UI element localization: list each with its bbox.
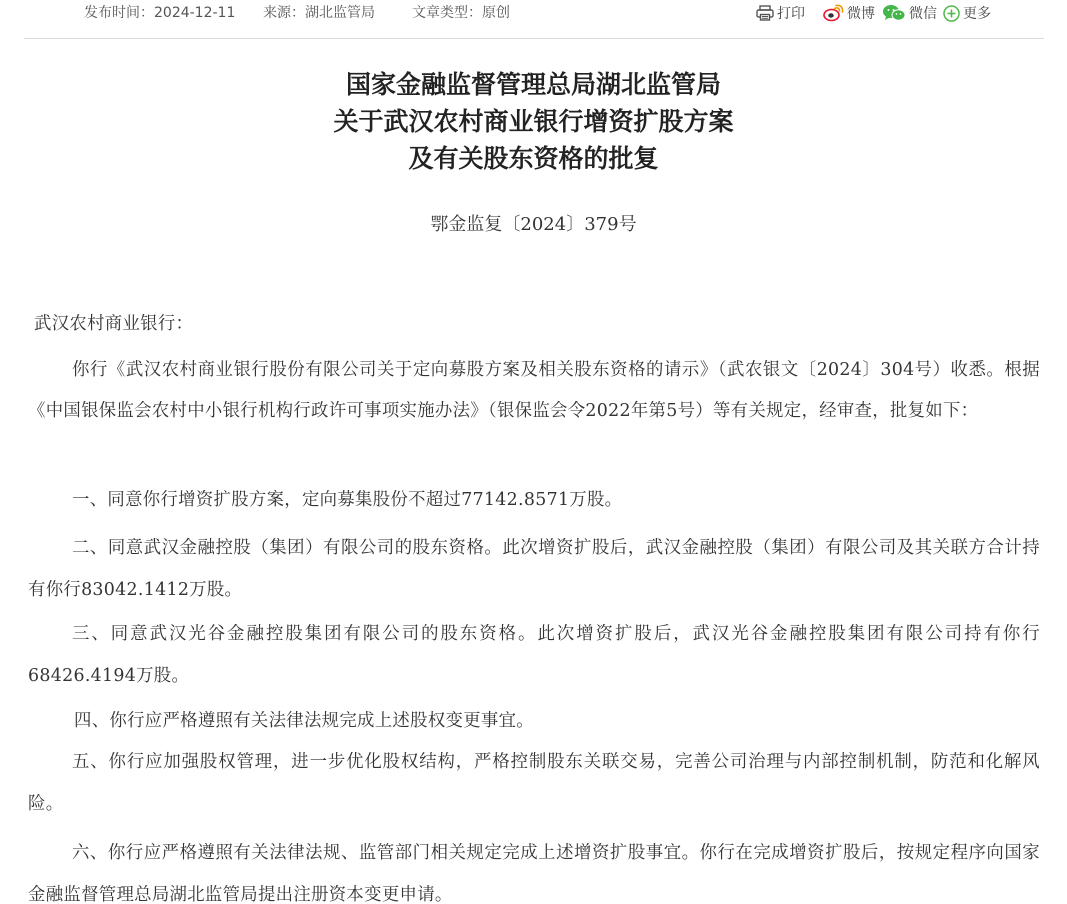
print-button[interactable] [756,3,805,23]
header-divider [24,38,1044,39]
title-line-1: 国家金融监督管理总局湖北监管局 [345,70,721,99]
title-line-2: 关于武汉农村商业银行增资扩股方案 [333,107,734,136]
approval-item-6: 六、你行应严格遵照有关法律法规、监管部门相关规定完成上述增资扩股事宜。你行在完成增资扩股后，按规定程序向国家金融监督管理总局湖北监管局提出注册资本变更申请。 [28,843,1040,904]
salutation: 武汉农村商业银行： [34,314,194,334]
wechat-share-button[interactable] [882,3,937,23]
article-meta-bar [0,0,1067,28]
more-share-button[interactable] [943,3,991,23]
more-label: 更多 [963,6,991,22]
article-type: 文章类型：原创 [412,5,510,21]
wechat-label: 微信 [909,6,937,22]
weibo-icon [823,4,844,22]
plus-circle-icon [943,5,960,22]
print-label: 打印 [777,6,805,22]
approval-item-4: 四、你行应严格遵照有关法律法规完成上述股权变更事宜。 [74,711,534,731]
document-title [0,66,1067,177]
approval-item-2: 二、同意武汉金融控股（集团）有限公司的股东资格。此次增资扩股后，武汉金融控股（集团）有限公司及其关联方合计持有你行83042.1412万股。 [28,538,1040,600]
weibo-label: 微博 [847,6,875,22]
publish-time: 发布时间：2024-12-11 [84,5,236,21]
printer-icon [756,5,774,21]
title-line-3: 及有关股东资格的批复 [408,144,659,173]
wechat-icon [882,4,906,22]
approval-item-5: 五、你行应加强股权管理，进一步优化股权结构，严格控制股东关联交易，完善公司治理与内部控制机制，防范和化解风险。 [28,752,1040,814]
source: 来源：湖北监管局 [263,5,375,21]
document-number: 鄂金监复〔2024〕379号 [430,214,637,235]
intro-paragraph: 你行《武汉农村商业银行股份有限公司关于定向募股方案及相关股东资格的请示》（武农银文〔2024〕304号）收悉。根据《中国银保监会农村中小银行机构行政许可事项实施办法》（银保监会令2022年第5号）等有关规定，经审查，批复如下： [28,360,1040,421]
weibo-share-button[interactable] [823,3,875,23]
approval-item-3: 三、同意武汉光谷金融控股集团有限公司的股东资格。此次增资扩股后，武汉光谷金融控股集团有限公司持有你行68426.4194万股。 [28,624,1040,686]
approval-item-1: 一、同意你行增资扩股方案，定向募集股份不超过77142.8571万股。 [72,490,623,510]
